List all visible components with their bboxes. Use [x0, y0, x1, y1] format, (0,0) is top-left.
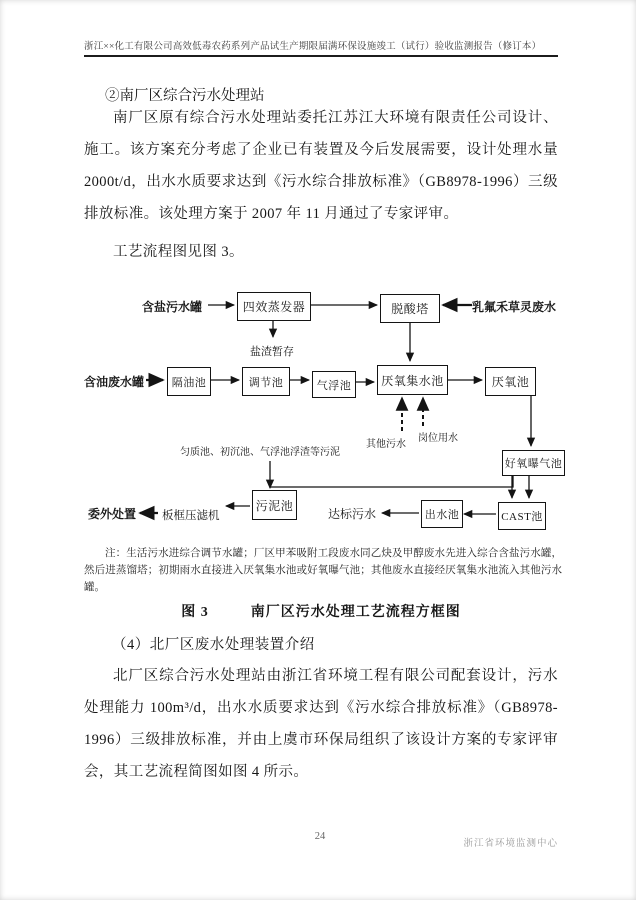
- figure-note: 注：生活污水进综合调节水罐；厂区甲苯吸附工段废水同乙炔及甲醇废水先进入综合含盐污水罐，然后进蒸馏塔；初期雨水直接进入厌氧集水池或好氧曝气池；其他废水直接经厌氧集水池流入其他污水罐。: [84, 548, 562, 593]
- node-sludge-tank: 污泥池: [252, 490, 297, 520]
- label-lactofen-wastewater: 乳氟禾草灵废水: [472, 300, 557, 314]
- node-anaerobic-collect: 厌氧集水池: [377, 365, 448, 395]
- node-equalization: 调节池: [242, 367, 290, 396]
- node-aerobic: 好氧曝气池: [502, 450, 565, 476]
- label-sludge-sources: 匀质池、初沉池、气浮池浮渣等污泥: [180, 447, 340, 458]
- label-external-disposal: 委外处置: [88, 507, 137, 521]
- node-oil-separator: 隔油池: [167, 367, 211, 396]
- figure-title: 南厂区污水处理工艺流程方框图: [250, 605, 461, 620]
- label-other-sewage: 其他污水: [366, 439, 406, 450]
- label-salty-wastewater-tank: 含盐污水罐: [142, 300, 203, 314]
- paragraph-see-figure3: 工艺流程图见图 3。: [113, 244, 244, 260]
- label-filter-press: 板框压滤机: [162, 510, 220, 522]
- label-discharged-water: 达标污水: [328, 507, 377, 521]
- label-station-water: 岗位用水: [418, 433, 458, 444]
- node-deacid-tower: 脱酸塔: [380, 294, 440, 323]
- node-cast-tank: CAST池: [498, 502, 546, 530]
- page-number: 24: [314, 831, 326, 842]
- figure3-flowchart: [80, 285, 570, 541]
- footer-organization: 浙江省环境监测中心: [463, 839, 558, 849]
- node-air-flotation: 气浮池: [312, 371, 356, 398]
- label-salt-residue-storage: 盐渣暂存: [250, 346, 294, 358]
- section-heading-south-plant: ②南厂区综合污水处理站: [105, 88, 265, 104]
- figure-caption: [84, 601, 558, 621]
- node-anaerobic: 厌氧池: [485, 367, 536, 396]
- paragraph-north-plant-intro: 北厂区综合污水处理站由浙江省环境工程有限公司配套设计，污水处理能力 100m³/d，出水水质要求达到《污水综合排放标准》（GB8978-1996）三级排放标准，并由上虞市环保局组织了该设计方案的专家评审会，其工艺流程简图如图 4 所示。: [84, 668, 558, 780]
- header-rule: [84, 55, 558, 57]
- flow-arrows: [80, 285, 570, 541]
- section-heading-north-plant: （4）北厂区废水处理装置介绍: [112, 637, 315, 653]
- node-effluent-tank: 出水池: [421, 500, 463, 528]
- figure-number: 图 3: [181, 605, 209, 620]
- running-header: 浙江××化工有限公司高效低毒农药系列产品试生产期限届满环保设施竣工（试行）验收监测报告（修订本）: [84, 42, 542, 52]
- label-oily-wastewater-tank: 含油废水罐: [84, 375, 145, 389]
- paragraph-south-plant-intro: 南厂区原有综合污水处理站委托江苏江大环境有限责任公司设计、施工。该方案充分考虑了企业已有装置及今后发展需要，设计处理水量2000t/d，出水水质要求达到《污水综合排放标准》（GB8978-1996）三级排放标准。该处理方案于 2007 年 11 月通过了专家评审。: [84, 110, 558, 222]
- node-evaporator: 四效蒸发器: [237, 292, 311, 321]
